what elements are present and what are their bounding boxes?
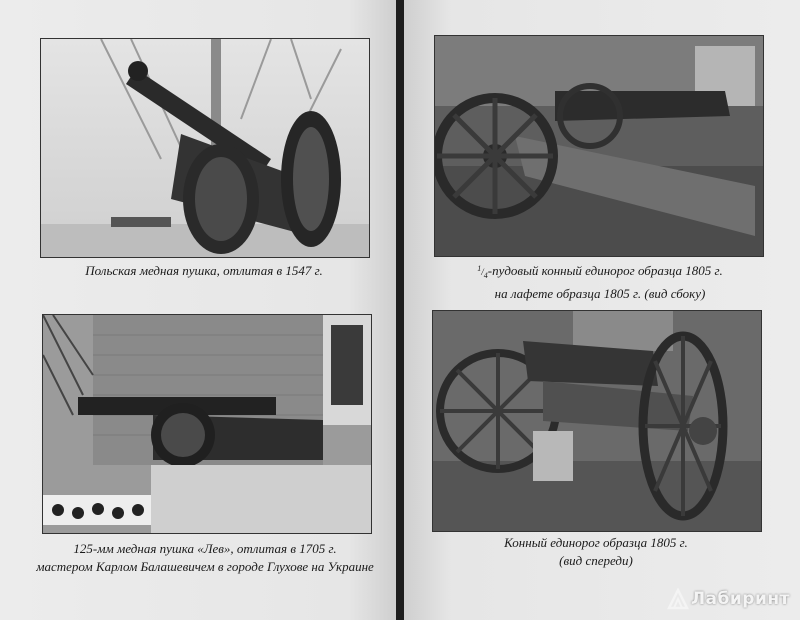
photo-unicorn-side — [434, 35, 764, 257]
caption-polish-cannon — [40, 262, 368, 280]
watermark-text: Лабиринт — [690, 589, 790, 609]
caption-lev-cannon — [20, 540, 390, 576]
photo-polish-cannon — [40, 38, 370, 258]
photo-lev-cannon — [42, 314, 372, 534]
caption-unicorn-side-line1: $^1/_4$-пудовый конный единорог образца 1805 г. — [477, 263, 723, 280]
caption-lev-cannon-line2: мастером Карлом Балашевичем в городе Глухове на Украине — [36, 559, 374, 574]
fraction-quarter: $^1/_4$ — [477, 264, 488, 280]
labirint-watermark — [667, 588, 790, 610]
caption-unicorn-side-line2: на лафете образца 1805 г. (вид сбоку) — [494, 285, 706, 301]
caption-lev-cannon-line1: 125-мм медная пушка «Лев», отлитая в 1705 г. — [73, 541, 337, 556]
caption-unicorn-side — [420, 260, 780, 303]
caption-polish-cannon-text: Польская медная пушка, отлитая в 1547 г. — [85, 263, 323, 278]
photo-unicorn-front — [432, 310, 762, 532]
caption-unicorn-front-line2: (вид спереди) — [559, 553, 633, 568]
caption-unicorn-front — [432, 534, 760, 570]
labirint-logo-icon — [667, 588, 689, 610]
book-gutter — [396, 0, 404, 620]
caption-unicorn-front-line1: Конный единорог образца 1805 г. — [504, 535, 688, 550]
